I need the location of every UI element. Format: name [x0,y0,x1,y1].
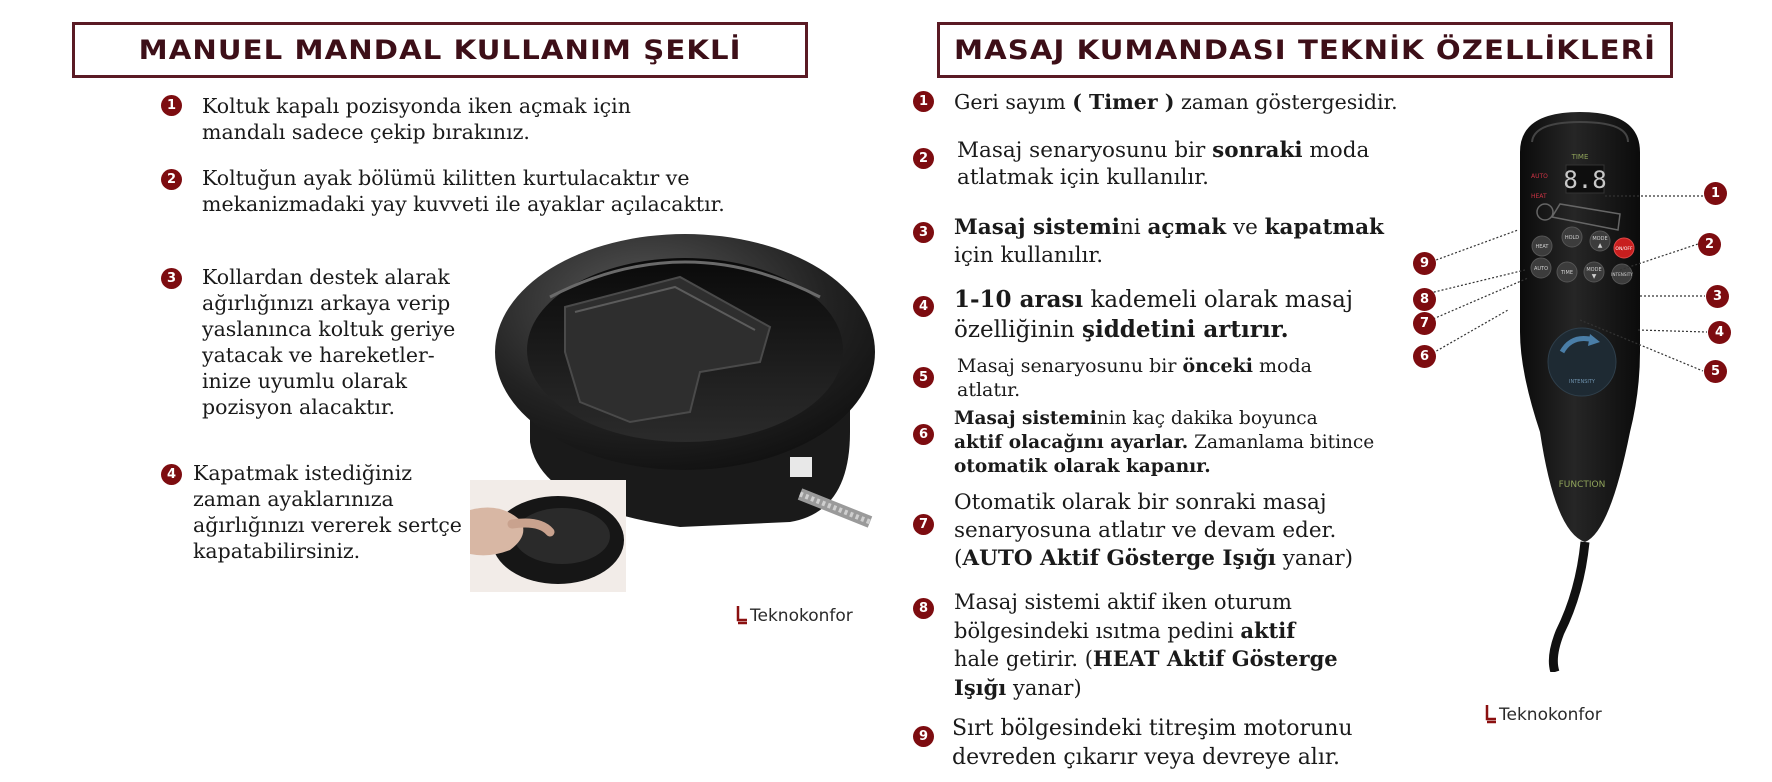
callout-2: 2 [1698,233,1721,256]
text-bold: Masaj sistemi [954,408,1097,429]
left-item-4 [193,460,462,564]
text-span: bölgesindeki ısıtma pedini [954,618,1241,643]
auto-button-label: AUTO [1533,266,1549,272]
text-bold: HEAT Aktif Gösterge [1092,646,1338,671]
chair-logo-icon [1485,705,1497,725]
callout-8: 8 [1413,288,1436,311]
right-item-number-6: 6 [913,424,934,445]
remote-heat-indicator: HEAT [1531,193,1547,200]
text-line: mandalı sadece çekip bırakınız. [202,120,530,144]
text-span: moda [1302,138,1370,163]
dial-intensity-label: INTENSITY [1569,379,1595,385]
text-span: Geri sayım [954,90,1073,114]
on-off-button-label: ON/OFF [1615,247,1633,252]
text-bold: Işığı [954,674,1007,700]
function-label: FUNCTION [1558,480,1606,490]
text-line: ağırlığınızı vererek sertçe [193,513,462,537]
text-line: Koltuk kapalı pozisyonda iken açmak için [202,94,631,118]
text-bold: şiddetini artırır. [1082,316,1289,343]
text-span: Masaj senaryosunu bir [957,355,1183,377]
remote-display: 8.8 [1563,166,1607,194]
text-line: atlatmak için kullanılır. [957,165,1210,190]
mode-down-button-label: MODE [1586,267,1602,273]
callout-7: 7 [1413,312,1436,335]
text-line: Sırt bölgesindeki titreşim motorunu [952,716,1353,741]
right-item-number-1: 1 [913,91,934,112]
text-span: ( [954,546,963,571]
brand-name: Teknokonfor [1499,705,1602,725]
callout-3: 3 [1706,285,1729,308]
right-item-number-8: 8 [913,598,934,619]
text-span: Zamanlama bitince [1188,432,1375,453]
text-line: Kollardan destek alarak [202,265,450,289]
brand-name: Teknokonfor [750,606,853,626]
left-item-2 [202,165,725,217]
right-item-3 [954,214,1384,270]
text-line: için kullanılır. [954,243,1104,268]
text-bold: aktif [1240,617,1296,643]
right-item-8 [954,589,1338,702]
right-item-5 [957,354,1312,402]
callout-6: 6 [1413,345,1436,368]
text-span: ni [1119,215,1148,240]
text-bold: önceki [1182,355,1253,377]
hold-button-label: HOLD [1564,235,1580,241]
text-span: moda [1253,355,1312,377]
left-item-number-2: 2 [161,169,182,190]
left-item-3 [202,264,455,420]
text-line: mekanizmadaki yay kuvveti ile ayaklar açılacaktır. [202,192,725,216]
right-item-7 [954,489,1353,573]
brand-logo-right [1485,705,1602,725]
hand-pulling-handle-image [470,480,626,592]
text-bold: 1-10 arası [954,286,1084,313]
text-span: kademeli olarak masaj [1083,287,1353,313]
right-item-1 [954,89,1398,115]
right-item-4 [954,285,1353,345]
left-item-1 [202,93,631,145]
right-title-box [937,22,1673,78]
text-span: yanar) [1006,675,1082,700]
text-bold: AUTO Aktif Gösterge Işığı [962,546,1276,571]
text-span: özelliğinin [954,317,1083,343]
text-bold: açmak [1147,215,1227,240]
down-arrow-icon: ▼ [1591,273,1597,280]
right-item-9 [952,714,1353,772]
text-line: Koltuğun ayak bölümü kilitten kurtulacaktır ve [202,166,690,190]
text-line: yatacak ve hareketler- [202,343,435,367]
text-span: zaman göstergesidir. [1174,90,1398,114]
text-line: Kapatmak istediğiniz [193,461,413,485]
text-line: pozisyon alacaktır. [202,395,395,419]
text-line: senaryosuna atlatır ve devam eder. [954,518,1337,543]
text-line: Masaj sistemi aktif iken oturum [954,590,1292,614]
left-item-number-3: 3 [161,268,182,289]
text-bold: Masaj sistemi [954,215,1120,240]
callout-1: 1 [1704,182,1727,205]
right-item-number-7: 7 [913,514,934,535]
text-line: ağırlığınızı arkaya verip [202,291,451,315]
text-line: kapatabilirsiniz. [193,539,361,563]
text-bold: sonraki [1212,138,1303,163]
text-line: inize uyumlu olarak [202,369,408,393]
text-span: hale getirir. ( [954,647,1093,671]
callout-4: 4 [1708,321,1731,344]
right-item-number-2: 2 [913,148,934,169]
callout-lines [1410,160,1740,380]
text-line: devreden çıkarır veya devreye alır. [952,745,1340,770]
chair-logo-icon [736,606,748,626]
right-item-number-3: 3 [913,222,934,243]
right-item-number-9: 9 [913,726,934,747]
mode-up-button-label: MODE [1592,236,1608,242]
brand-logo-left [736,606,853,626]
heat-button-label: HEAT [1535,244,1549,250]
text-span: nin kaç dakika boyunca [1096,408,1318,429]
callout-9: 9 [1413,252,1436,275]
right-item-number-4: 4 [913,296,934,317]
text-bold: aktif olacağını ayarlar. [954,432,1189,453]
intensity-button-label: INTENSITY [1611,272,1633,277]
text-span: ve [1226,215,1265,240]
remote-time-label: TIME [1571,153,1589,161]
text-line: atlatır. [957,379,1021,401]
right-title: MASAJ KUMANDASI TEKNİK ÖZELLİKLERİ [953,34,1657,66]
up-arrow-icon: ▲ [1597,242,1603,249]
left-title: MANUEL MANDAL KULLANIM ŞEKLİ [138,34,742,66]
text-bold: ( Timer ) [1072,90,1175,114]
text-bold: otomatik olarak kapanır. [954,456,1211,477]
text-span: yanar) [1275,546,1354,571]
callout-5: 5 [1704,360,1727,383]
text-line: Otomatik olarak bir sonraki masaj [954,490,1327,515]
right-item-6 [954,407,1374,479]
left-title-box [72,22,808,78]
text-bold: kapatmak [1264,215,1384,240]
text-line: zaman ayaklarınıza [193,487,394,511]
right-item-2 [957,137,1369,191]
time-button-label: TIME [1560,270,1574,276]
left-item-number-4: 4 [161,464,182,485]
text-span: Masaj senaryosunu bir [957,138,1213,163]
text-line: yaslanınca koltuk geriye [202,317,456,341]
right-item-number-5: 5 [913,367,934,388]
left-item-number-1: 1 [161,95,182,116]
remote-auto-indicator: AUTO [1531,173,1548,180]
